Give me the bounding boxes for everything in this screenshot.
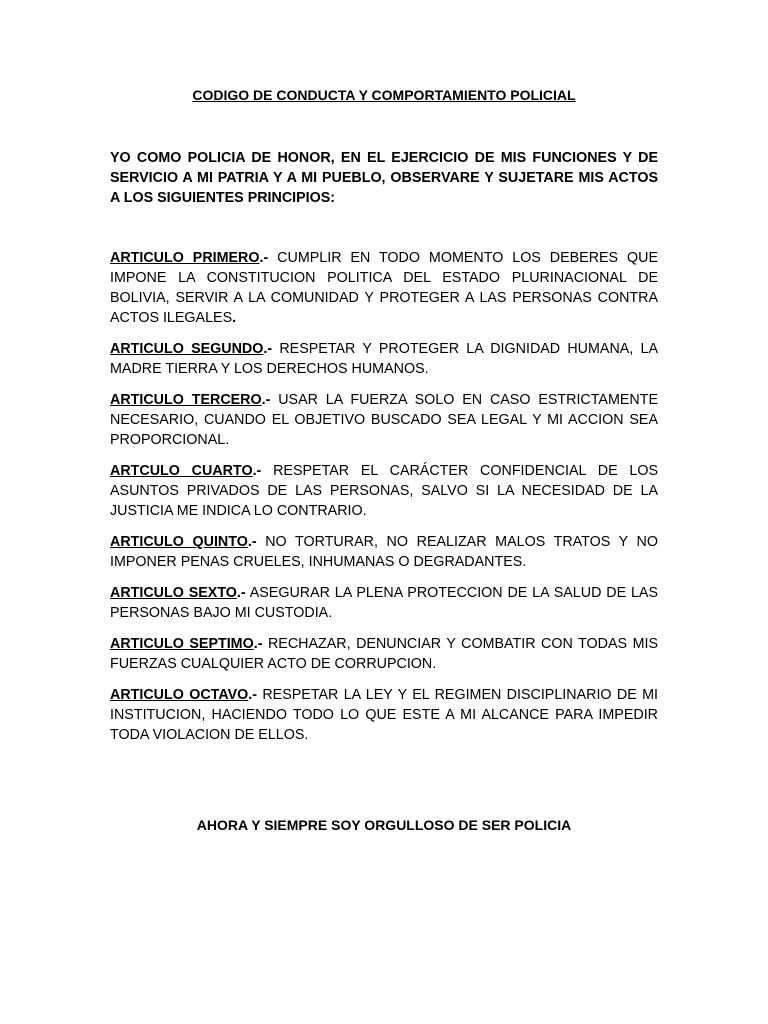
article-text: NO TORTURAR, NO REALIZAR MALOS TRATOS Y NO IMPONER PENAS CRUELES, INHUMANAS O DEGRADANTES. bbox=[110, 534, 659, 570]
article-text: RESPETAR LA LEY Y EL REGIMEN DISCIPLINARIO DE MI INSTITUCION, HACIENDO TODO LO QUE ESTE A MI ALCANCE PARA IMPEDIR TODA VIOLACION DE ELLOS. bbox=[110, 687, 658, 743]
oath-paragraph: YO COMO POLICIA DE HONOR, EN EL EJERCICIO DE MIS FUNCIONES Y DE SERVICIO A MI PATRIA Y A MI PUEBLO, OBSERVARE Y SUJETARE MIS ACTOS A LOS SIGUIENTES PRINCIPIOS: bbox=[110, 150, 658, 206]
article-text: ASEGURAR LA PLENA PROTECCION DE LA SALUD DE LAS PERSONAS BAJO MI CUSTODIA. bbox=[110, 585, 658, 621]
article-3 bbox=[110, 390, 658, 450]
article-separator: .- bbox=[261, 392, 271, 408]
article-text: CUMPLIR EN TODO MOMENTO LOS DEBERES QUE IMPONE LA CONSTITUCION POLITICA DEL ESTADO PLURINACIONAL DE BOLIVIA, SERVIR A LA COMUNIDAD Y PROTEGER A LAS PERSONAS CONTRA ACTOS ILEGALES bbox=[110, 250, 658, 326]
closing-statement: AHORA Y SIEMPRE SOY ORGULLOSO DE SER POLICIA bbox=[196, 817, 572, 833]
article-8 bbox=[110, 685, 658, 745]
article-label: ARTICULO TERCERO bbox=[110, 392, 262, 408]
article-6 bbox=[110, 583, 658, 623]
article-end: . bbox=[232, 310, 237, 326]
article-4 bbox=[110, 461, 658, 521]
article-label: ARTICULO QUINTO bbox=[110, 534, 248, 550]
article-1 bbox=[110, 248, 658, 328]
article-separator: .- bbox=[253, 636, 263, 652]
article-separator: .- bbox=[248, 687, 257, 703]
article-text: RESPETAR EL CARÁCTER CONFIDENCIAL DE LOS ASUNTOS PRIVADOS DE LAS PERSONAS, SALVO SI LA NECESIDAD DE LA JUSTICIA ME INDICA LO CONTRARIO. bbox=[110, 463, 658, 519]
article-7 bbox=[110, 634, 658, 674]
article-label: ARTCULO CUARTO bbox=[110, 463, 253, 479]
article-2 bbox=[110, 339, 658, 379]
document-title: CODIGO DE CONDUCTA Y COMPORTAMIENTO POLICIAL bbox=[192, 87, 576, 103]
article-label: ARTICULO PRIMERO bbox=[110, 250, 260, 266]
article-text: USAR LA FUERZA SOLO EN CASO ESTRICTAMENTE NECESARIO, CUANDO EL OBJETIVO BUSCADO SEA LEGAL Y MI ACCION SEA PROPORCIONAL. bbox=[110, 392, 658, 448]
articles-list bbox=[110, 248, 658, 756]
article-5 bbox=[110, 532, 658, 572]
article-separator: .- bbox=[236, 585, 246, 601]
article-separator: .- bbox=[247, 534, 257, 550]
article-text: RECHAZAR, DENUNCIAR Y COMBATIR CON TODAS MIS FUERZAS CUALQUIER ACTO DE CORRUPCION. bbox=[110, 636, 658, 672]
article-label: ARTICULO SEPTIMO bbox=[110, 636, 254, 652]
article-separator: .- bbox=[263, 341, 273, 357]
article-label: ARTICULO SEGUNDO bbox=[110, 341, 264, 357]
article-label: ARTICULO OCTAVO bbox=[110, 687, 249, 703]
article-label: ARTICULO SEXTO bbox=[110, 585, 237, 601]
article-separator: .- bbox=[252, 463, 262, 479]
article-separator: .- bbox=[259, 250, 269, 266]
article-text: RESPETAR Y PROTEGER LA DIGNIDAD HUMANA, LA MADRE TIERRA Y LOS DERECHOS HUMANOS. bbox=[110, 341, 658, 377]
